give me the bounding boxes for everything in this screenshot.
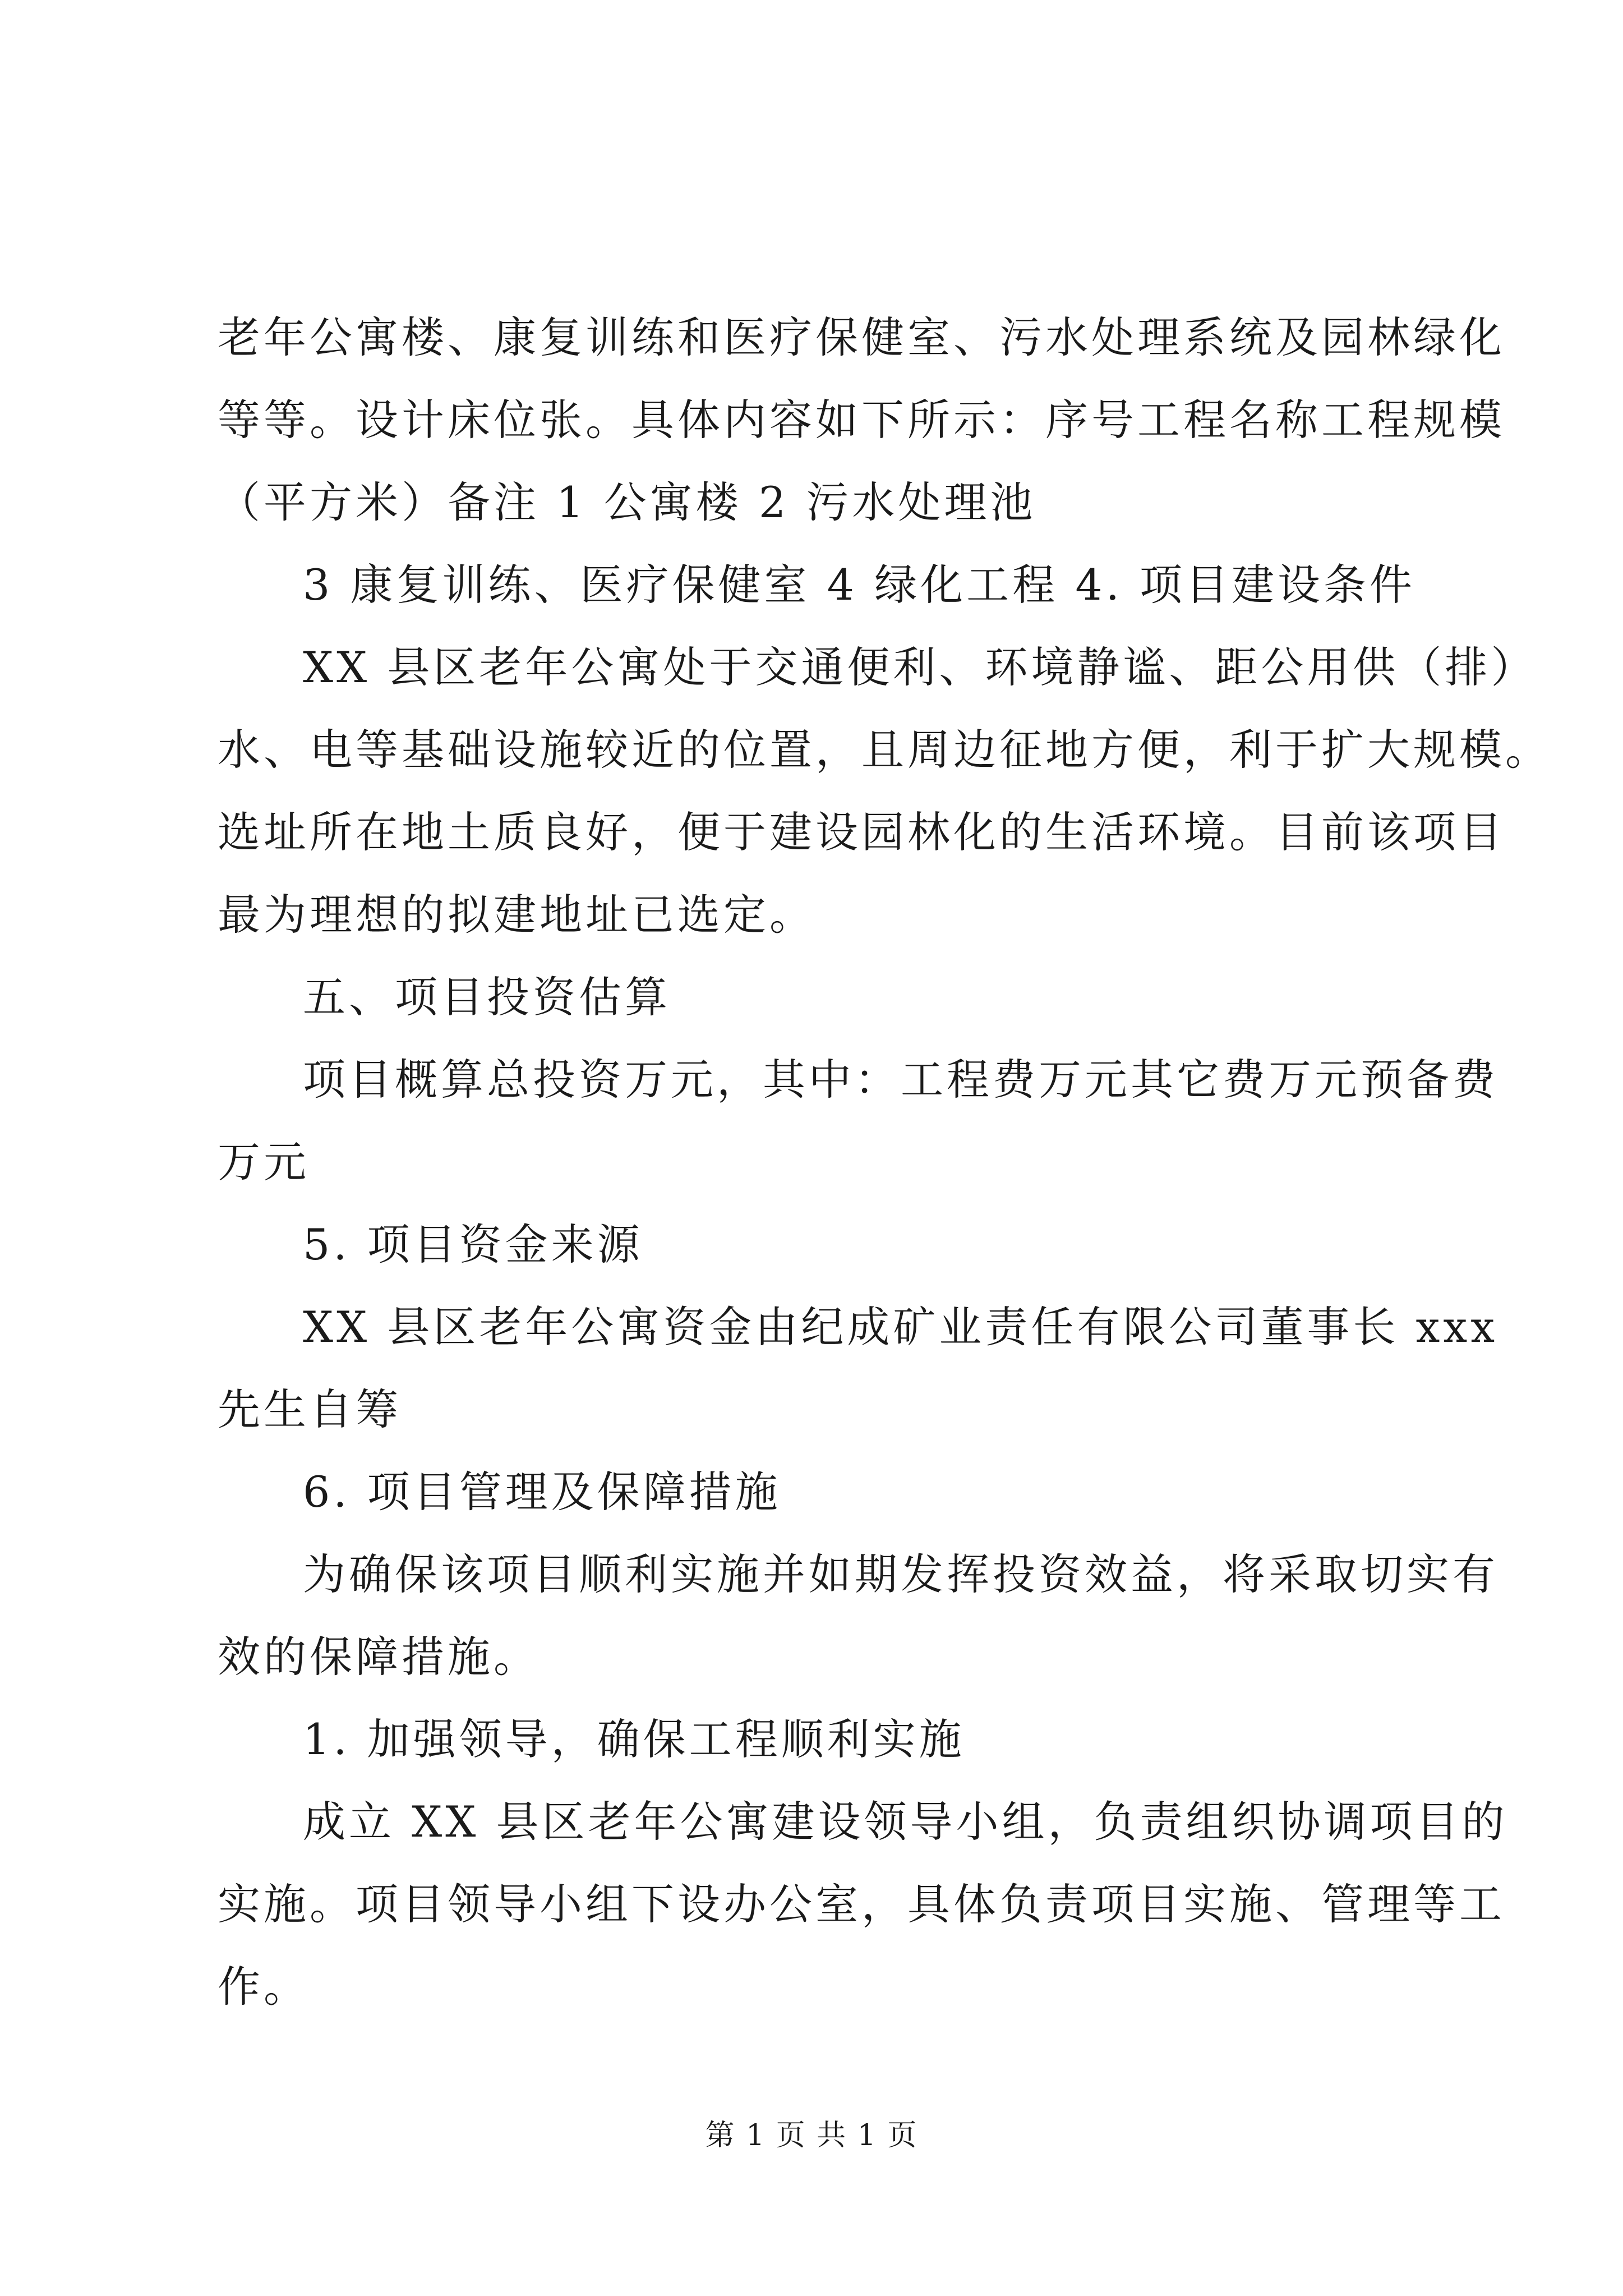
page-number-footer: 第 1 页 共 1 页 bbox=[705, 2119, 918, 2152]
text-line: 效的保障措施。 bbox=[218, 1632, 540, 1682]
text-line: 万元 bbox=[218, 1137, 310, 1187]
text-line: 3 康复训练、医疗保健室 4 绿化工程 4. 项目建设条件 bbox=[303, 560, 1416, 610]
text-line: 成立 XX 县区老年公寓建设领导小组，负责组织协调项目的 bbox=[303, 1797, 1508, 1847]
text-line: 等等。设计床位张。具体内容如下所示：序号工程名称工程规模 bbox=[218, 395, 1505, 445]
text-line: 先生自筹 bbox=[218, 1384, 402, 1434]
text-line: （平方米）备注 1 公寓楼 2 污水处理池 bbox=[218, 477, 1036, 527]
text-line: 选址所在地土质良好，便于建设园林化的生活环境。目前该项目 bbox=[218, 807, 1505, 857]
text-line: 老年公寓楼、康复训练和医疗保健室、污水处理系统及园林绿化 bbox=[218, 312, 1505, 362]
text-line: 最为理想的拟建地址已选定。 bbox=[218, 890, 815, 940]
section-heading: 1. 加强领导，确保工程顺利实施 bbox=[303, 1714, 965, 1764]
text-line: 实施。项目领导小组下设办公室，具体负责项目实施、管理等工 bbox=[218, 1879, 1505, 1929]
text-line: 作。 bbox=[218, 1962, 310, 2012]
section-heading: 5. 项目资金来源 bbox=[303, 1220, 643, 1269]
section-heading: 6. 项目管理及保障措施 bbox=[303, 1467, 781, 1517]
text-line: XX 县区老年公寓资金由纪成矿业责任有限公司董事长 xxx bbox=[303, 1302, 1498, 1352]
text-line: XX 县区老年公寓处于交通便利、环境静谧、距公用供（排） bbox=[303, 642, 1537, 692]
text-line: 为确保该项目顺利实施并如期发挥投资效益，将采取切实有 bbox=[303, 1549, 1498, 1599]
text-line: 项目概算总投资万元，其中：工程费万元其它费万元预备费 bbox=[303, 1055, 1498, 1105]
section-heading: 五、项目投资估算 bbox=[303, 972, 671, 1022]
text-line: 水、电等基础设施较近的位置，且周边征地方便，利于扩大规模。 bbox=[218, 725, 1551, 775]
